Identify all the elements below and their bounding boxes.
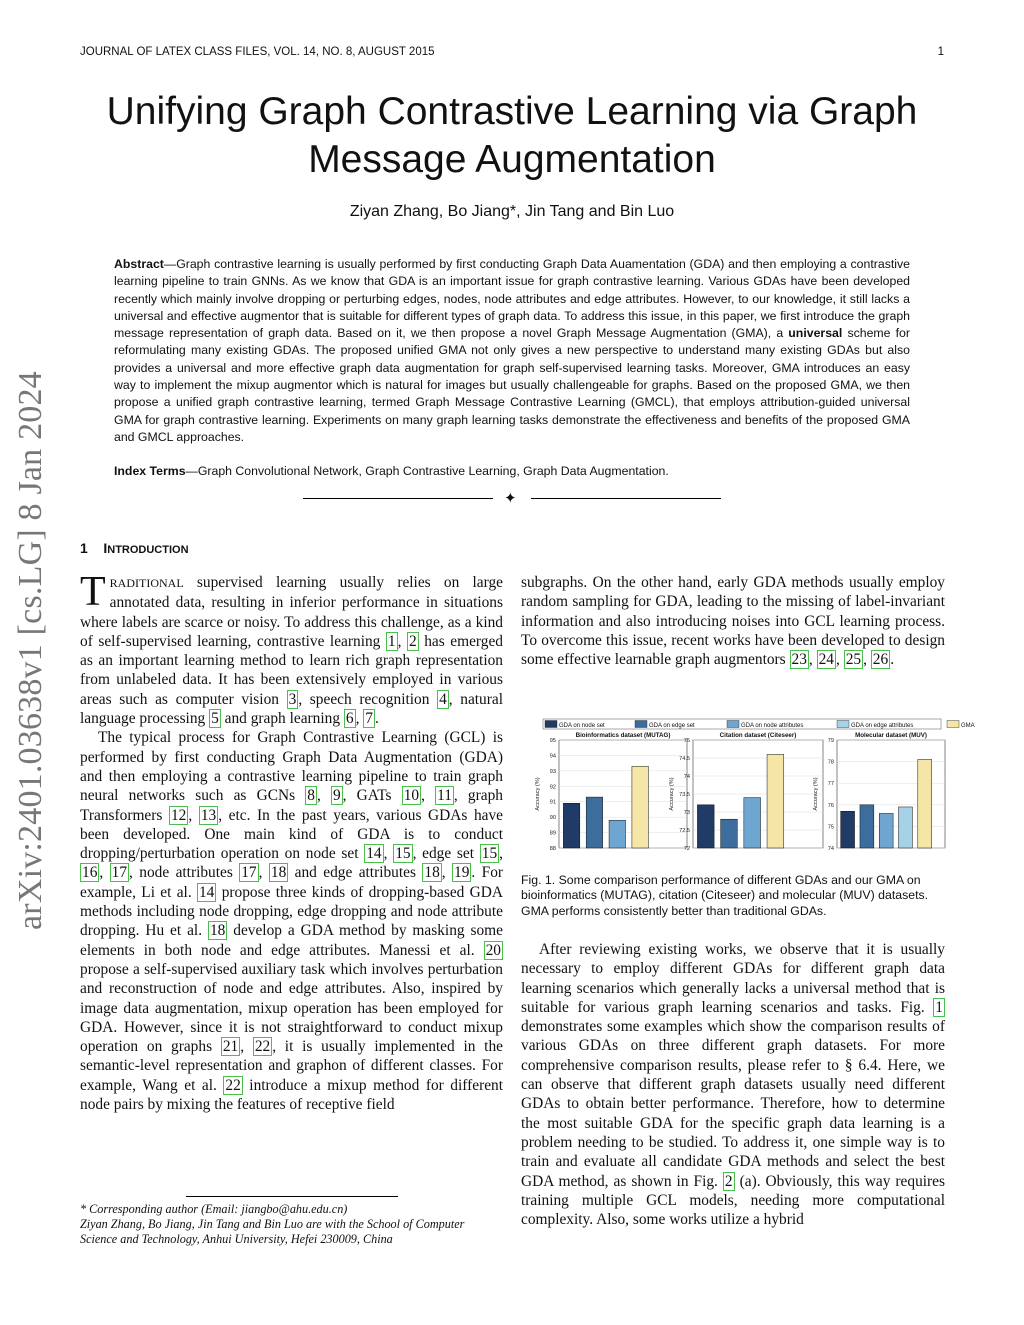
- paragraph-text: ,: [397, 632, 407, 650]
- citation-link[interactable]: 12: [170, 806, 187, 824]
- y-tick-label: 78: [827, 759, 834, 766]
- paragraph-text: and graph learning: [220, 710, 344, 728]
- citation-link[interactable]: 15: [481, 845, 498, 863]
- citation-link[interactable]: 2: [409, 632, 417, 650]
- bar: [879, 813, 893, 848]
- legend-swatch: [947, 721, 959, 728]
- citation-link[interactable]: 24: [818, 651, 834, 669]
- y-tick-label: 74.5: [679, 756, 690, 762]
- index-terms-text: —Graph Convolutional Network, Graph Contrastive Learning, Graph Data Augmentation.: [185, 464, 669, 478]
- citation-link[interactable]: 25: [845, 651, 862, 669]
- bar: [563, 803, 579, 848]
- bar: [586, 797, 602, 848]
- footnote: [80, 1202, 504, 1248]
- y-tick-label: 94: [549, 753, 556, 760]
- paragraph-text: , speech recognition: [298, 690, 438, 708]
- legend-swatch: [635, 721, 647, 728]
- legend-label: GMA: [961, 722, 975, 729]
- authors: Ziyan Zhang, Bo Jiang*, Jin Tang and Bin Luo: [349, 203, 675, 220]
- paragraph: [80, 728, 503, 1114]
- page-number: 1: [937, 46, 944, 58]
- y-tick-label: 92: [549, 784, 556, 791]
- paragraph-text: and edge attributes: [288, 864, 423, 882]
- paragraph-text: (a). Obviously, this way requires training multiple GCL models, needing more computational complexity. Also, some works utilize a hybrid: [521, 1172, 945, 1229]
- paragraph-text: ,: [258, 864, 269, 882]
- legend-label: GDA on edge attributes: [851, 722, 914, 729]
- figure-1-chart: [521, 718, 975, 856]
- paragraph-text: ,: [240, 1038, 253, 1056]
- bar: [744, 798, 761, 848]
- divider-rule-right: [531, 498, 721, 499]
- paragraph-text: ,: [99, 864, 110, 882]
- paragraph-text: ,: [836, 651, 844, 669]
- paragraph-text: propose a self-supervised auxiliary task which involves perturbation and reconstruction of node and edge attributes. Also, inspired by image data augmentation, mixup operation has been employed for GDA. However, since it is not straightforward to conduct mixup operation on graphs: [80, 960, 503, 1056]
- y-tick-label: 75: [683, 738, 690, 744]
- paragraph-text: .: [890, 651, 895, 669]
- panel-title: Bioinformatics dataset (MUTAG): [575, 732, 671, 739]
- divider-rule-left: [303, 498, 493, 499]
- right-column: [521, 573, 945, 669]
- paragraph-text: demonstrates some examples which show the comparison results of various GDAs on three different graph datasets. For more comprehensive comparison results, please refer to § 6.4. Here, we can observe that different graph datasets usually need different GDAs to obtain better performance. Therefore, how to determine the most suitable GDA for the specific graph data learning is a problem needing to be studied. To address it, one simple way is to train and evaluate all candidate GDA methods and select the best GDA method, as shown in Fig.: [521, 1018, 945, 1190]
- journal-header: JOURNAL OF LATEX CLASS FILES, VOL. 14, NO. 8, AUGUST 2015: [80, 46, 435, 58]
- drop-cap: T: [80, 569, 106, 615]
- citation-link[interactable]: 11: [437, 787, 452, 805]
- citation-link[interactable]: 26: [872, 651, 889, 669]
- citation-link[interactable]: 18: [270, 864, 287, 882]
- abstract-label: Abstract: [114, 257, 164, 271]
- paragraph-text: After reviewing existing works, we observe that it is usually necessary to employ different GDAs for different graph data learning scenarios which generally lacks a universal method that is suitable for various graph learning scenarios and tasks. Fig.: [521, 941, 945, 1016]
- paragraph-text: , GATs: [342, 787, 402, 805]
- citation-link[interactable]: 19: [454, 864, 470, 882]
- paragraph-text: propose three kinds of dropping-based GDA methods including node dropping, edge dropping and node attribute dropping. Hu et al.: [80, 883, 504, 940]
- abstract-text-a: —Graph contrastive learning is usually performed by first conducting Graph Data Auamentation (GDA) and then employing a contrastive learning pipeline to train GNNs. As we know that GDA is an important issue for graph contrastive learning. Various GDAs have been developed recently which mainly involve dropping or perturbing edges, nodes, node attributes and edge attributes. However, to our knowledge, it still lacks a universal and effective augmentor that is suitable for different types of graph data. To address this issue, in this paper, we first introduce the graph message representation of graph data. Based on it, we then propose a novel Graph Message Augmentation (GMA), a: [114, 257, 910, 341]
- citation-link[interactable]: 6: [345, 710, 354, 728]
- index-terms-label: Index Terms: [114, 464, 186, 478]
- arxiv-stamp: arXiv:2401.03638v1 [cs.LG] 8 Jan 2024: [12, 371, 49, 930]
- paragraph-text: has emerged as an important learning method to learn rich graph representation from unlabeled data. It has been extensively employed in various areas such as computer vision: [80, 632, 503, 708]
- citation-link[interactable]: 21: [222, 1038, 239, 1056]
- y-tick-label: 90: [549, 815, 556, 822]
- legend-swatch: [727, 721, 739, 728]
- paragraph-text: , node attributes: [129, 864, 240, 882]
- citation-link[interactable]: 4: [439, 690, 447, 708]
- footnote-corresponding: * Corresponding author (Email: jiangbo@ahu.edu.cn): [80, 1202, 348, 1216]
- paragraph: [80, 569, 503, 728]
- paragraph-text: , edge set: [412, 845, 480, 863]
- paragraph-text: , etc. In the past years, various GDAs have been developed. One main kind of GDA is to conduct dropping/perturbation operation on node set: [80, 806, 504, 863]
- y-tick-label: 88: [549, 846, 556, 852]
- paragraph-text: supervised learning usually relies on large annotated data, resulting in inferior performance in situations where labels are scarce or noisy. To address this challenge, as a kind of self-supervised learning, contrastive learning: [80, 574, 503, 650]
- footnote-affiliation: Ziyan Zhang, Bo Jiang, Jin Tang and Bin Luo are with the School of Computer Science and Technology, Anhui University, Hefei 230009, China: [80, 1217, 465, 1247]
- bar: [697, 805, 714, 848]
- y-tick-label: 75: [827, 824, 834, 831]
- abstract-bold: universal: [788, 326, 843, 341]
- paragraph-text: ,: [188, 806, 199, 824]
- citation-link[interactable]: 18: [209, 922, 226, 940]
- paper-title: Unifying Graph Contrastive Learning via Graph Message Augmentation: [106, 90, 918, 181]
- y-tick-label: 72.5: [679, 828, 690, 834]
- paragraph-text: ,: [355, 710, 364, 728]
- paragraph-text: ,: [383, 845, 394, 863]
- bar: [632, 766, 648, 848]
- figure-caption: Fig. 1. Some comparison performance of different GDAs and our GMA on bioinformatics (MUTAG), citation (Citeseer) and molecular (MUV) datasets. GMA performs consistently better than traditional GDAs.: [521, 873, 929, 918]
- left-column: [80, 569, 504, 1114]
- paragraph: [521, 573, 945, 669]
- paragraph-text: ,: [863, 651, 871, 669]
- footnote-rule: [186, 1196, 398, 1197]
- legend-label: GDA on edge set: [649, 722, 695, 729]
- citation-link[interactable]: 10: [403, 787, 420, 805]
- paragraph-text: , natural language processing: [80, 690, 503, 728]
- y-tick-label: 93: [549, 768, 556, 775]
- abstract: [114, 256, 910, 446]
- citation-link[interactable]: 13: [200, 806, 217, 824]
- paragraph-text: ,: [499, 845, 503, 863]
- citation-link[interactable]: 1: [935, 998, 943, 1016]
- bar: [841, 811, 855, 848]
- citation-link[interactable]: 18: [424, 864, 440, 882]
- citation-link[interactable]: 23: [791, 651, 807, 669]
- citation-link[interactable]: 1: [387, 632, 396, 650]
- panel-title: Molecular dataset (MUV): [855, 732, 927, 739]
- y-tick-label: 76: [827, 802, 834, 809]
- citation-link[interactable]: 20: [485, 941, 501, 959]
- citation-link[interactable]: 8: [307, 787, 315, 805]
- paragraph-text: , graph Transformers: [80, 787, 503, 824]
- paragraph-text: .: [374, 710, 379, 728]
- legend-swatch: [545, 721, 557, 728]
- right-column-continued: [521, 940, 945, 1229]
- y-tick-label: 74: [827, 846, 834, 852]
- y-tick-label: 91: [549, 799, 556, 806]
- bar: [721, 819, 738, 848]
- small-caps-word: RADITIONAL: [109, 576, 184, 590]
- citation-link[interactable]: 15: [395, 845, 411, 863]
- citation-link[interactable]: 7: [365, 710, 373, 728]
- divider-diamond-icon: ✦: [504, 491, 517, 507]
- legend-swatch: [837, 721, 849, 728]
- section-divider: [303, 491, 721, 507]
- bar: [918, 759, 932, 848]
- citation-link[interactable]: 3: [288, 690, 297, 708]
- section-heading: [80, 540, 189, 556]
- paragraph-text: , it is usually implemented in the semantic-level representation and graphon of different classes. For example, Wang et al.: [80, 1038, 503, 1094]
- y-tick-label: 77: [827, 781, 834, 788]
- y-axis-label: Accuracy (%): [813, 777, 819, 811]
- running-header: [80, 46, 944, 58]
- citation-link[interactable]: 22: [225, 1076, 241, 1094]
- y-tick-label: 72: [683, 846, 690, 852]
- paragraph-text: ,: [441, 864, 453, 882]
- paragraph-text: The typical process for Graph Contrastive Learning (GCL) is performed by first conducting Graph Data Augmentation (GDA) and then employing a contrastive learning pipeline to train graph neural networks such as GCNs: [80, 729, 503, 805]
- citation-link[interactable]: 14: [198, 883, 215, 901]
- bar: [860, 805, 874, 848]
- panel-title: Citation dataset (Citeseer): [719, 732, 797, 739]
- citation-link[interactable]: 5: [211, 710, 219, 728]
- y-axis-label: Accuracy (%): [669, 777, 675, 811]
- y-tick-label: 73: [683, 810, 690, 816]
- paragraph-text: ,: [808, 651, 817, 669]
- abstract-text-b: scheme for reformulating many existing GDAs. The proposed unified GMA not only gives a new perspective to understand many existing GDAs but also provides a universal and more effective graph data augmentation for graph self-supervised learning tasks. Moreover, GMA introduces an easy way to implement the mixup augmentor which is natural for images but usually challengeable for graphs. Based on the proposed GMA, we then propose a unified graph contrastive learning, termed Graph Message Contrastive Learning (GMCL), that employs attribution-guided universal GMA for graph contrastive learning. Experiments on many graph learning tasks demonstrate the effectiveness and benefits of the proposed GMA and GMCL approaches.: [114, 326, 910, 444]
- section-first-letter: I: [103, 540, 108, 556]
- citation-link[interactable]: 17: [241, 864, 257, 882]
- section-number: 1: [80, 540, 88, 556]
- legend-label: GDA on node set: [559, 722, 605, 729]
- citation-link[interactable]: 16: [82, 864, 98, 882]
- paragraph-text: ,: [316, 787, 331, 805]
- y-axis-label: Accuracy (%): [535, 777, 541, 811]
- y-tick-label: 89: [549, 830, 556, 837]
- paragraph-text: develop a GDA method by masking some elements in both node and edge attributes. Manessi et al.: [80, 922, 503, 959]
- paragraph: [521, 940, 945, 1229]
- bar: [899, 807, 913, 848]
- section-title-rest: NTRODUCTION: [107, 544, 189, 556]
- citation-link[interactable]: 17: [111, 864, 128, 882]
- index-terms: [114, 464, 910, 478]
- citation-link[interactable]: 22: [254, 1038, 271, 1056]
- y-tick-label: 79: [827, 738, 834, 744]
- paragraph-text: . For example, Li et al.: [80, 864, 504, 901]
- citation-link[interactable]: 2: [724, 1172, 733, 1190]
- citation-link[interactable]: 14: [366, 845, 382, 863]
- y-tick-label: 73.5: [679, 792, 690, 798]
- paragraph-text: ,: [421, 787, 436, 805]
- legend-label: GDA on node attributes: [741, 722, 804, 729]
- bar: [767, 754, 784, 848]
- bar: [609, 820, 625, 848]
- paragraph-text: subgraphs. On the other hand, early GDA methods usually employ random sampling for GDA, leading to the missing of label-invariant information and also introducing noises into GCL learning process. To overcome this issue, recent works have been developed to design some effective learnable graph augmentors: [521, 574, 945, 669]
- y-tick-label: 74: [683, 774, 690, 780]
- paragraph-text: introduce a mixup method for different node pairs by mixing the features of receptive field: [80, 1076, 503, 1114]
- y-tick-label: 95: [549, 738, 556, 744]
- citation-link[interactable]: 9: [332, 787, 341, 805]
